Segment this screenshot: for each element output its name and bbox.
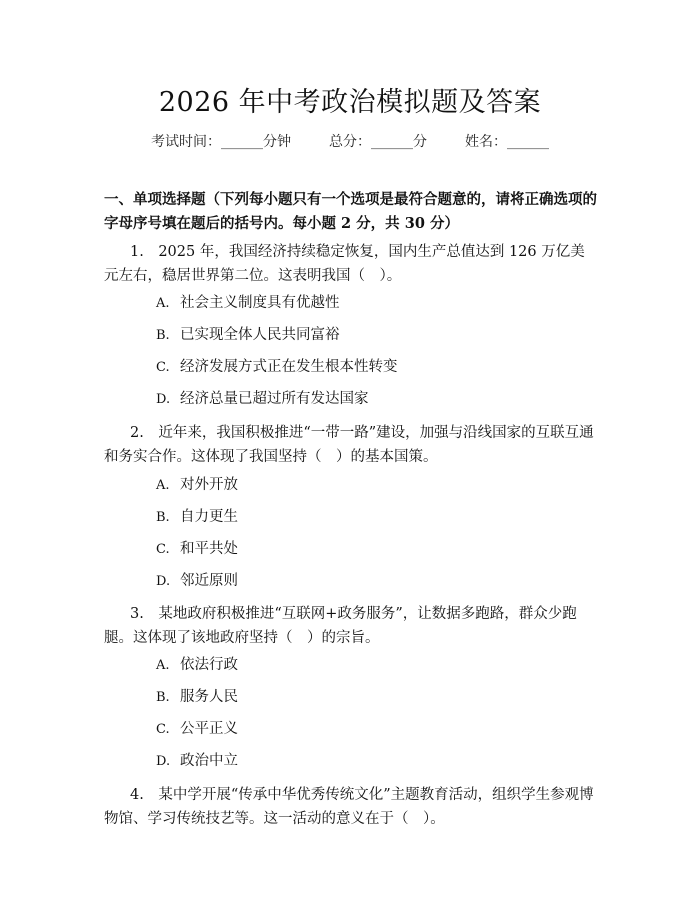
option-letter: B. xyxy=(156,510,170,525)
question-2-stem: 2. 近年来，我国积极推进“一带一路”建设，加强与沿线国家的互联互通和务实合作。这体现了我国坚持（ ）的基本国策。 xyxy=(104,425,594,465)
question-4-stem: 4. 某中学开展“传承中华优秀传统文化”主题教育活动，组织学生参观博物馆、学习传统技艺等。这一活动的意义在于（ ）。 xyxy=(104,787,594,827)
option-letter: D. xyxy=(156,574,171,589)
option-letter: B. xyxy=(156,328,170,343)
option-text: 经济总量已超过所有发达国家 xyxy=(180,391,369,407)
page-title: 2026 年中考政治模拟题及答案 xyxy=(158,87,542,118)
option-letter: A. xyxy=(156,296,170,311)
option-text: 邻近原则 xyxy=(180,573,238,589)
option-text: 经济发展方式正在发生根本性转变 xyxy=(180,359,398,375)
question-3-option-c xyxy=(156,719,238,740)
question-2-option-c xyxy=(156,539,238,560)
student-name-field: 姓名：______ xyxy=(465,134,549,150)
question-2-option-b xyxy=(156,507,238,528)
option-letter: C. xyxy=(156,542,170,557)
option-letter: D. xyxy=(156,754,171,769)
option-letter: C. xyxy=(156,722,170,737)
question-1-option-d xyxy=(156,389,369,410)
question-2-option-d xyxy=(156,571,238,592)
option-letter: B. xyxy=(156,690,170,705)
question-3-stem: 3. 某地政府积极推进“互联网+政务服务”，让数据多跑路，群众少跑腿。这体现了该地政府坚持（ ）的宗旨。 xyxy=(104,606,577,646)
question-3-option-a xyxy=(156,655,238,676)
option-text: 和平共处 xyxy=(180,541,238,557)
option-text: 自力更生 xyxy=(180,509,238,525)
section-heading: 一、单项选择题（下列每小题只有一个选项是最符合题意的，请将正确选项的字母序号填在题后的括号内。每小题 2 分，共 30 分） xyxy=(104,191,597,232)
option-text: 政治中立 xyxy=(180,753,238,769)
question-3-option-d xyxy=(156,751,238,772)
question-1-option-a xyxy=(156,293,340,314)
option-text: 对外开放 xyxy=(180,477,238,493)
exam-info-line xyxy=(0,131,700,151)
total-score-field: 总分：______分 xyxy=(329,134,427,150)
question-3-option-b xyxy=(156,687,238,708)
option-text: 公平正义 xyxy=(180,721,238,737)
option-letter: D. xyxy=(156,392,171,407)
option-text: 社会主义制度具有优越性 xyxy=(180,295,340,311)
option-text: 依法行政 xyxy=(180,657,238,673)
question-2-option-a xyxy=(156,475,238,496)
option-text: 服务人民 xyxy=(180,689,238,705)
question-1-stem: 1. 2025 年，我国经济持续稳定恢复，国内生产总值达到 126 万亿美元左右，稳居世界第二位。这表明我国（ ）。 xyxy=(104,244,585,284)
option-letter: C. xyxy=(156,360,170,375)
question-1-option-b xyxy=(156,325,340,346)
question-1-option-c xyxy=(156,357,398,378)
option-letter: A. xyxy=(156,658,170,673)
option-letter: A. xyxy=(156,478,170,493)
exam-time-field: 考试时间：______分钟 xyxy=(151,134,291,150)
option-text: 已实现全体人民共同富裕 xyxy=(180,327,340,343)
